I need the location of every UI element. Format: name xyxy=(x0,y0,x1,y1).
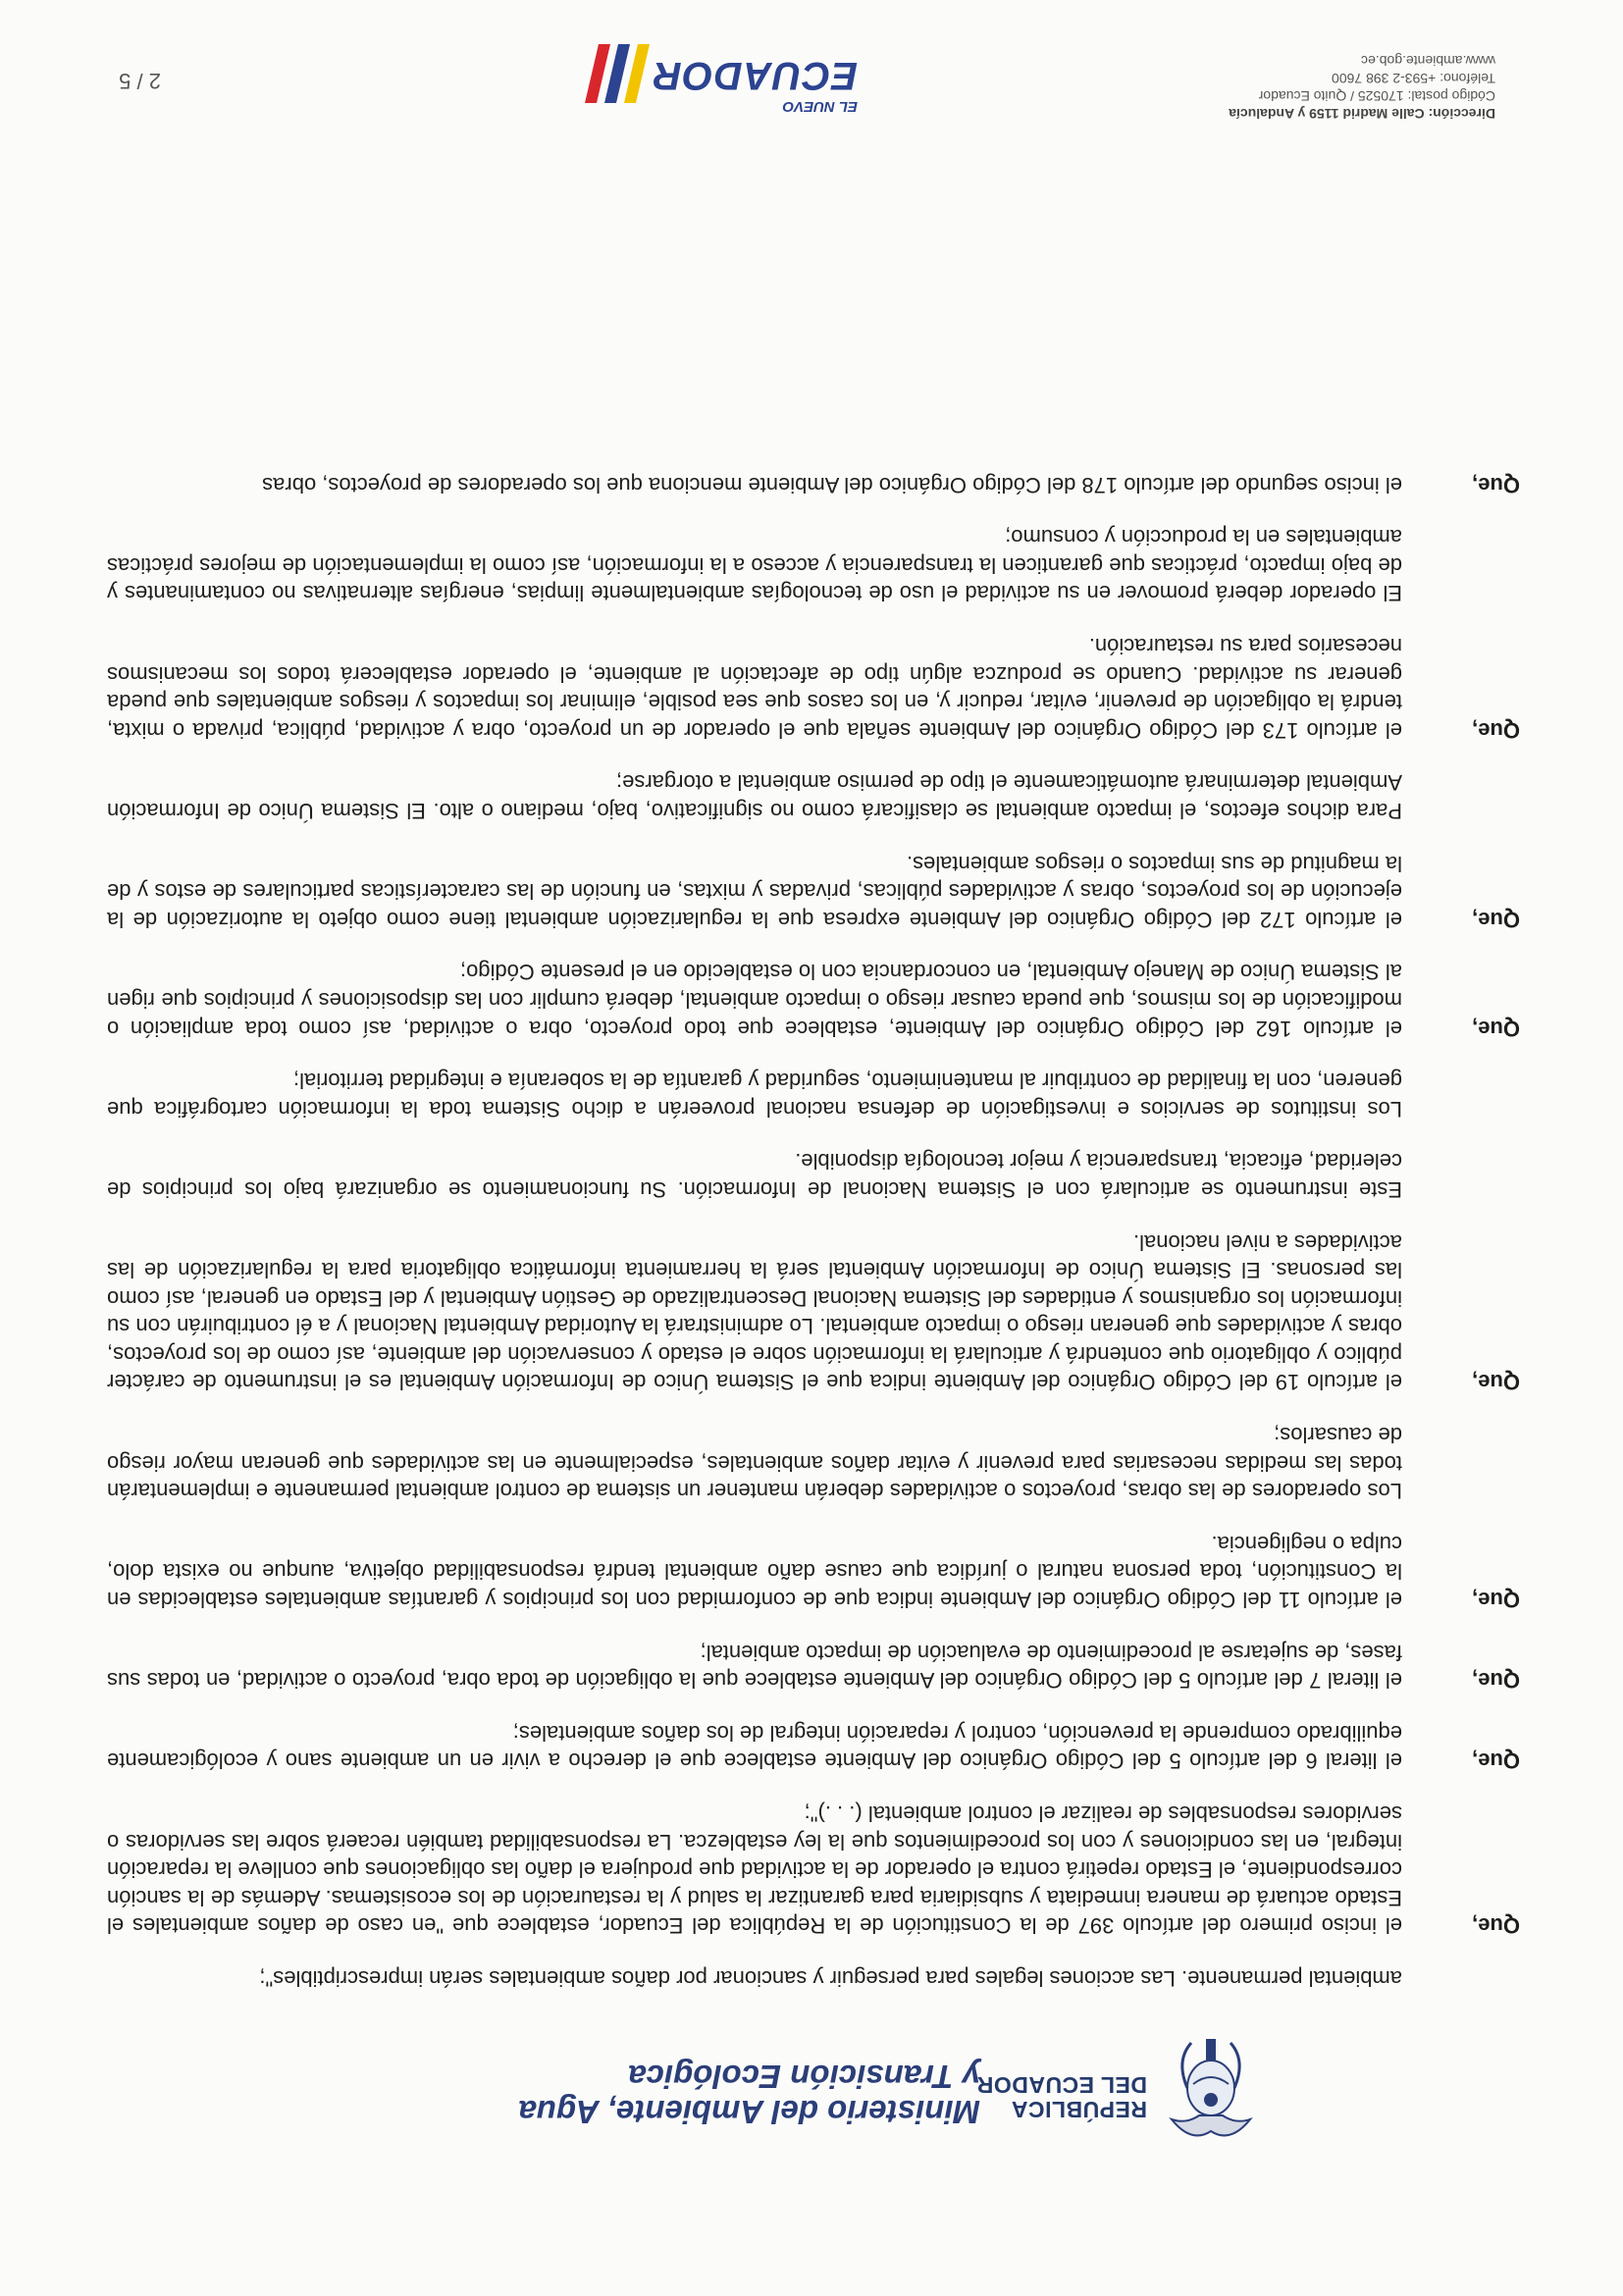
clause-marker: Que, xyxy=(1472,472,1520,497)
brand-big-text: ECUADOR xyxy=(652,54,858,97)
footer xyxy=(92,25,1495,123)
clause xyxy=(107,1718,1520,1774)
clause-list xyxy=(107,470,1520,1939)
brand-small-text: EL NUEVO xyxy=(782,98,858,115)
clause-marker: Que, xyxy=(1472,1588,1520,1613)
clause xyxy=(107,523,1520,744)
clause-paragraph: el literal 7 del artículo 5 del Código Orgánico del Ambiente establece que la obligación de toda obra, proyecto o actividad, en todas sus fases, de sujetarse al procedimiento de evaluación de impacto ambiental; xyxy=(107,1640,1402,1694)
clause-paragraph: Para dichos efectos, el impacto ambiental se clasificará como no significativo, bajo, mediano o alto. El Sistema Único de Información Ambiental determinará automáticamente el tipo de permiso ambiental a otorgarse; xyxy=(107,770,1402,823)
clause-paragraph: el inciso primero del artículo 397 de la Constitución de la República del Ecuador, establece que "en caso de daños ambientales el Estado actuará de manera inmediata y subsidiaria para garantizar la salud y la restauración de los ecosistemas. Además de la sanción correspondiente, el Estado repetirá contra el operador de la actividad que produjera el daño las obligaciones que conlleve la reparación integral, en las condiciones y con los procedimientos que la ley establezca. La responsabilidad también recaerá sobre las servidoras o servidores responsables de realizar el control ambiental (. . .)"; xyxy=(107,1801,1402,1939)
republic-name xyxy=(976,2072,1147,2121)
clause-paragraph: El operador deberá promover en su actividad el uso de tecnologías ambientalmente limpias, energías alternativas no contaminantes y de bajo impacto, prácticas que garanticen la transparencia y acceso a la información, así como la implementación de mejores prácticas ambientales en la producción y consumo; xyxy=(107,525,1402,606)
clause-paragraph: el literal 6 del artículo 5 del Código Orgánico del Ambiente establece que el derecho a vivir en un ambiente sano y ecológicamente equilibrado comprende la prevención, control y reparación integral de los daños ambientales; xyxy=(107,1720,1402,1774)
clause-paragraph: Los operadores de las obras, proyectos o actividades deberán mantener un sistema de control ambiental permanente e implementarán todas las medidas necesarias para prevenir y evitar daños ambientales, especialmente en las actividades que generan mayor riesgo de causarlos; xyxy=(107,1423,1402,1504)
page-number: 2 / 5 xyxy=(119,69,161,93)
clause-marker: Que, xyxy=(1472,717,1520,743)
address-block xyxy=(1229,52,1495,123)
clause xyxy=(107,1799,1520,1939)
clause-paragraph: el artículo 172 del Código Orgánico del Ambiente expresa que la regularización ambiental tiene como objeto la autorización de la ejecución de los proyectos, obras y actividades públicas, privadas y mixtas, en función de las características particulares de estos y de la magnitud de sus impactos o riesgos ambientales. xyxy=(107,851,1402,932)
clause xyxy=(107,958,1520,1042)
clause xyxy=(107,1638,1520,1694)
phone-line: Teléfono: +593-2 398 7600 xyxy=(1332,71,1495,86)
address-line: Dirección: Calle Madrid 1159 y Andalucía xyxy=(1229,106,1495,122)
clause-paragraph: el artículo 173 del Código Orgánico del Ambiente señala que el operador de un proyecto, obra y actividad, pública, privada o mixta, tendrá la obligación de prevenir, evitar, reducir y, en los casos que sea posible, eliminar los impactos y riesgos ambientales que pueda generar su actividad. Cuando se produzca algún tipo de afectación al ambiente, el operador establecerá todos los mecanismos necesarios para su restauración. xyxy=(107,634,1402,743)
clause-marker: Que, xyxy=(1472,1748,1520,1774)
republic-line-1: REPÚBLICA xyxy=(1011,2097,1147,2122)
letterhead xyxy=(92,2021,1486,2149)
clause-marker: Que, xyxy=(1472,907,1520,932)
clause xyxy=(107,1421,1520,1614)
continuation-paragraph: ambiental permanente. Las acciones legales para perseguir y sancionar por daños ambientales serán imprescriptibles"; xyxy=(259,1966,1402,1991)
clause-paragraph: el inciso segundo del artículo 178 del Código Orgánico del Ambiente menciona que los operadores de proyectos, obras xyxy=(262,472,1402,497)
clause xyxy=(107,768,1520,933)
brand-logo xyxy=(602,42,858,121)
flag-stripes-icon xyxy=(581,44,650,103)
republic-line-2: DEL ECUADOR xyxy=(976,2072,1147,2098)
document-body xyxy=(107,445,1520,1992)
clause-paragraph: Este instrumento se articulará con el Sistema Nacional de Información. Su funcionamiento se organizará bajo los principios de celeridad, eficacia, transparencia y mejor tecnología disponible. xyxy=(107,1149,1402,1202)
clause xyxy=(107,470,1520,498)
clause xyxy=(107,1067,1520,1396)
clause-marker: Que, xyxy=(1472,1913,1520,1939)
clause-marker: Que, xyxy=(1472,1370,1520,1395)
ministry-line-1: Ministerio del Ambiente, Agua xyxy=(518,2094,980,2130)
clause-marker: Que, xyxy=(1472,1668,1520,1694)
ministry-name xyxy=(518,2059,980,2129)
ministry-line-2: y Transición Ecológica xyxy=(628,2059,980,2095)
clause-paragraph: el artículo 162 del Código Orgánico del Ambiente, establece que todo proyecto, obra o actividad, así como toda ampliación o modificación de los mismos, que pueda causar riesgo o impacto ambiental, deberá cumplir con las disposiciones y principios que rigen al Sistema Único de Manejo Ambiental, en concordancia con lo establecido en el presente Código; xyxy=(107,960,1402,1041)
website-line: www.ambiente.gob.ec xyxy=(1361,53,1495,69)
clause-paragraph: el artículo 11 del Código Orgánico del Ambiente indica que de conformidad con los principios y garantías ambientales establecidas en la Constitución, toda persona natural o jurídica que cause daño ambiental tendrá responsabilidad objetiva, aunque no exista dolo, culpa o negligencia. xyxy=(107,1531,1402,1613)
coat-of-arms-icon xyxy=(1152,2031,1270,2149)
clause-paragraph: Los institutos de servicios e investigación de defensa nacional proveerán a dicho Sistema toda la información cartográfica que generen, con la finalidad de contribuir al mantenimiento, seguridad y garantía de la soberanía e integridad territorial; xyxy=(107,1069,1402,1122)
postal-code-line: Código postal: 170525 / Quito Ecuador xyxy=(1258,88,1495,104)
clause-marker: Que, xyxy=(1472,1016,1520,1041)
clause-paragraph: el artículo 19 del Código Orgánico del Ambiente indica que el Sistema Único de Información Ambiental es el instrumento de carácter público y obligatorio que contendrá y articulará la información sobre el estado y conservación del ambiente, así como de los proyectos, obras y actividades que generan riesgo o impacto ambiental. Lo administrará la Autoridad Ambiental Nacional y a él contribuirán con su información los organismos y entidades del Sistema Nacional Descentralizado de Gestión Ambiental y del Estado en general, así como las personas. El Sistema Único de Información Ambiental será la herramienta informática obligatoria para la regularización de las actividades a nivel nacional. xyxy=(107,1229,1402,1395)
